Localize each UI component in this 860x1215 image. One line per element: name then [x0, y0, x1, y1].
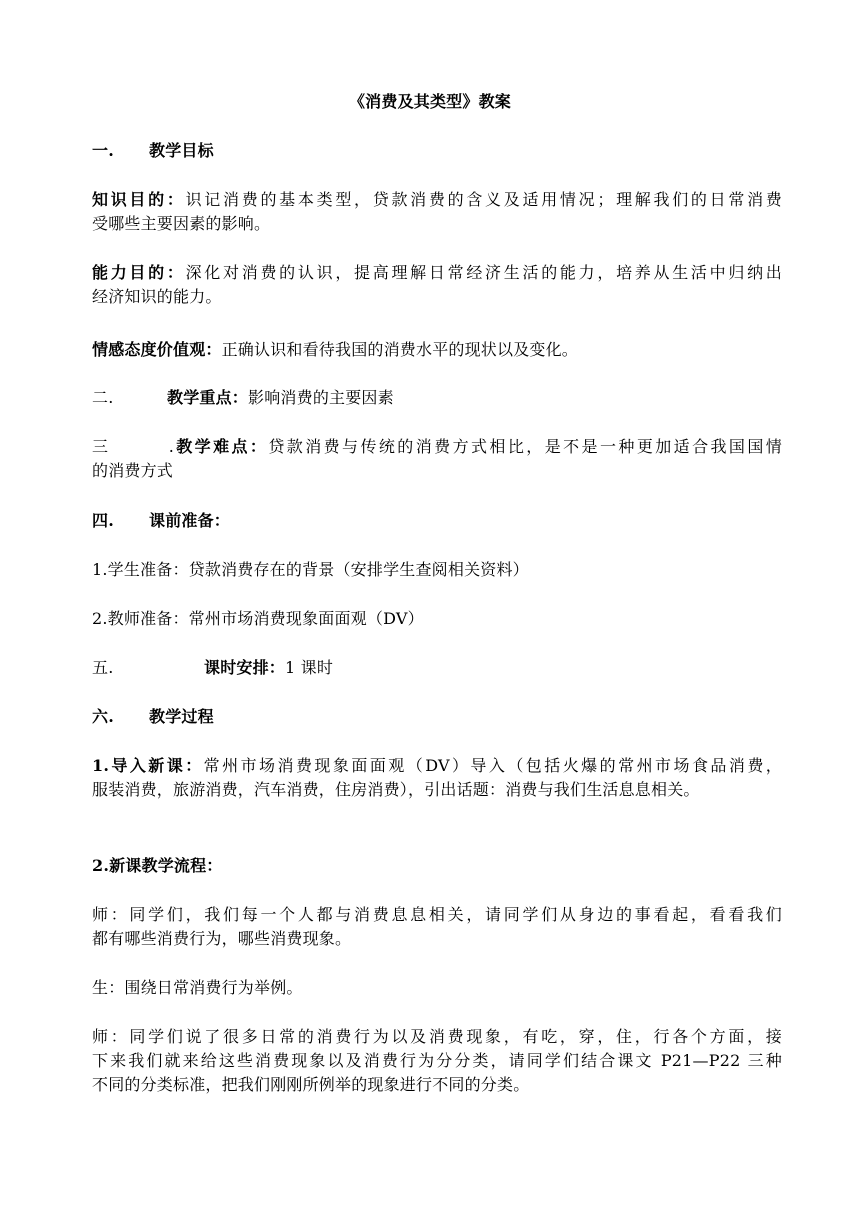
knowledge-goal-line-2: 受哪些主要因素的影响。 — [92, 214, 271, 233]
section-1-number: 一. — [92, 141, 114, 160]
student-prep: 1.学生准备：贷款消费存在的背景（安排学生查阅相关资料） — [92, 560, 529, 579]
section-2-label: 教学重点： — [167, 388, 249, 407]
section-1-label: 教学目标 — [149, 141, 214, 160]
section-6-number: 六. — [92, 707, 114, 726]
section-4-number: 四. — [92, 511, 114, 530]
section-5-label: 课时安排： — [204, 658, 286, 677]
new-lesson-flow-heading: 2.新课教学流程： — [92, 856, 223, 875]
section-5-text: 1 课时 — [285, 658, 334, 677]
knowledge-goal-line-1: 知识目的：识记消费的基本类型，贷款消费的含义及适用情况；理解我们的日常消费 — [92, 190, 782, 209]
teacher-paragraph-1-line-1: 师：同学们，我们每一个人都与消费息息相关，请同学们从身边的事看起，看看我们 — [92, 905, 782, 924]
section-2-heading — [92, 386, 782, 410]
knowledge-goal-label: 知识目的： — [92, 190, 186, 209]
section-6-heading — [92, 705, 782, 729]
teacher-paragraph-1-line-2: 都有哪些消费行为，哪些消费现象。 — [92, 929, 352, 948]
section-3-heading: 三.教学难点：贷款消费与传统的消费方式相比，是不是一种更加适合我国国情 — [92, 435, 782, 459]
student-paragraph: 生：围绕日常消费行为举例。 — [92, 978, 303, 997]
section-4-label: 课前准备： — [149, 511, 231, 530]
document-title: 《消费及其类型》教案 — [348, 92, 511, 111]
values-goal-label: 情感态度价值观： — [92, 340, 222, 359]
values-goal: 情感态度价值观：正确认识和看待我国的消费水平的现状以及变化。 — [92, 340, 579, 359]
section-2-text: 影响消费的主要因素 — [248, 388, 394, 407]
section-1-heading — [92, 139, 782, 163]
teacher-paragraph-2-line-2: 下来我们就来给这些消费现象以及消费行为分分类，请同学们结合课文 P21—P22 三种 — [92, 1051, 782, 1070]
ability-goal-line-2: 经济知识的能力。 — [92, 287, 222, 306]
section-2-number: 二. — [92, 388, 114, 407]
intro-line-2: 服装消费，旅游消费，汽车消费，住房消费），引出话题：消费与我们生活息息相关。 — [92, 780, 700, 799]
section-5-heading — [92, 656, 782, 680]
section-4-heading — [92, 509, 782, 533]
ability-goal-line-1: 能力目的：深化对消费的认识，提高理解日常经济生活的能力，培养从生活中归纳出 — [92, 263, 782, 282]
section-3-text-line-2: 的消费方式 — [92, 461, 174, 480]
teacher-paragraph-2-line-1: 师：同学们说了很多日常的消费行为以及消费现象，有吃，穿，住，行各个方面，接 — [92, 1027, 782, 1046]
teacher-paragraph-2-line-3: 不同的分类标准，把我们刚刚所例举的现象进行不同的分类。 — [92, 1075, 530, 1094]
teacher-prep: 2.教师准备：常州市场消费现象面面观（DV） — [92, 609, 424, 628]
section-3-number: 三. — [92, 437, 174, 456]
intro-label: 1.导入新课： — [92, 756, 204, 775]
section-5-number: 五. — [92, 658, 114, 677]
intro-line-1: 1.导入新课：常州市场消费现象面面观（DV）导入（包括火爆的常州市场食品消费， — [92, 756, 782, 775]
ability-goal-label: 能力目的： — [92, 263, 186, 282]
section-3-label: 教学难点： — [174, 437, 269, 456]
section-6-label: 教学过程 — [149, 707, 214, 726]
